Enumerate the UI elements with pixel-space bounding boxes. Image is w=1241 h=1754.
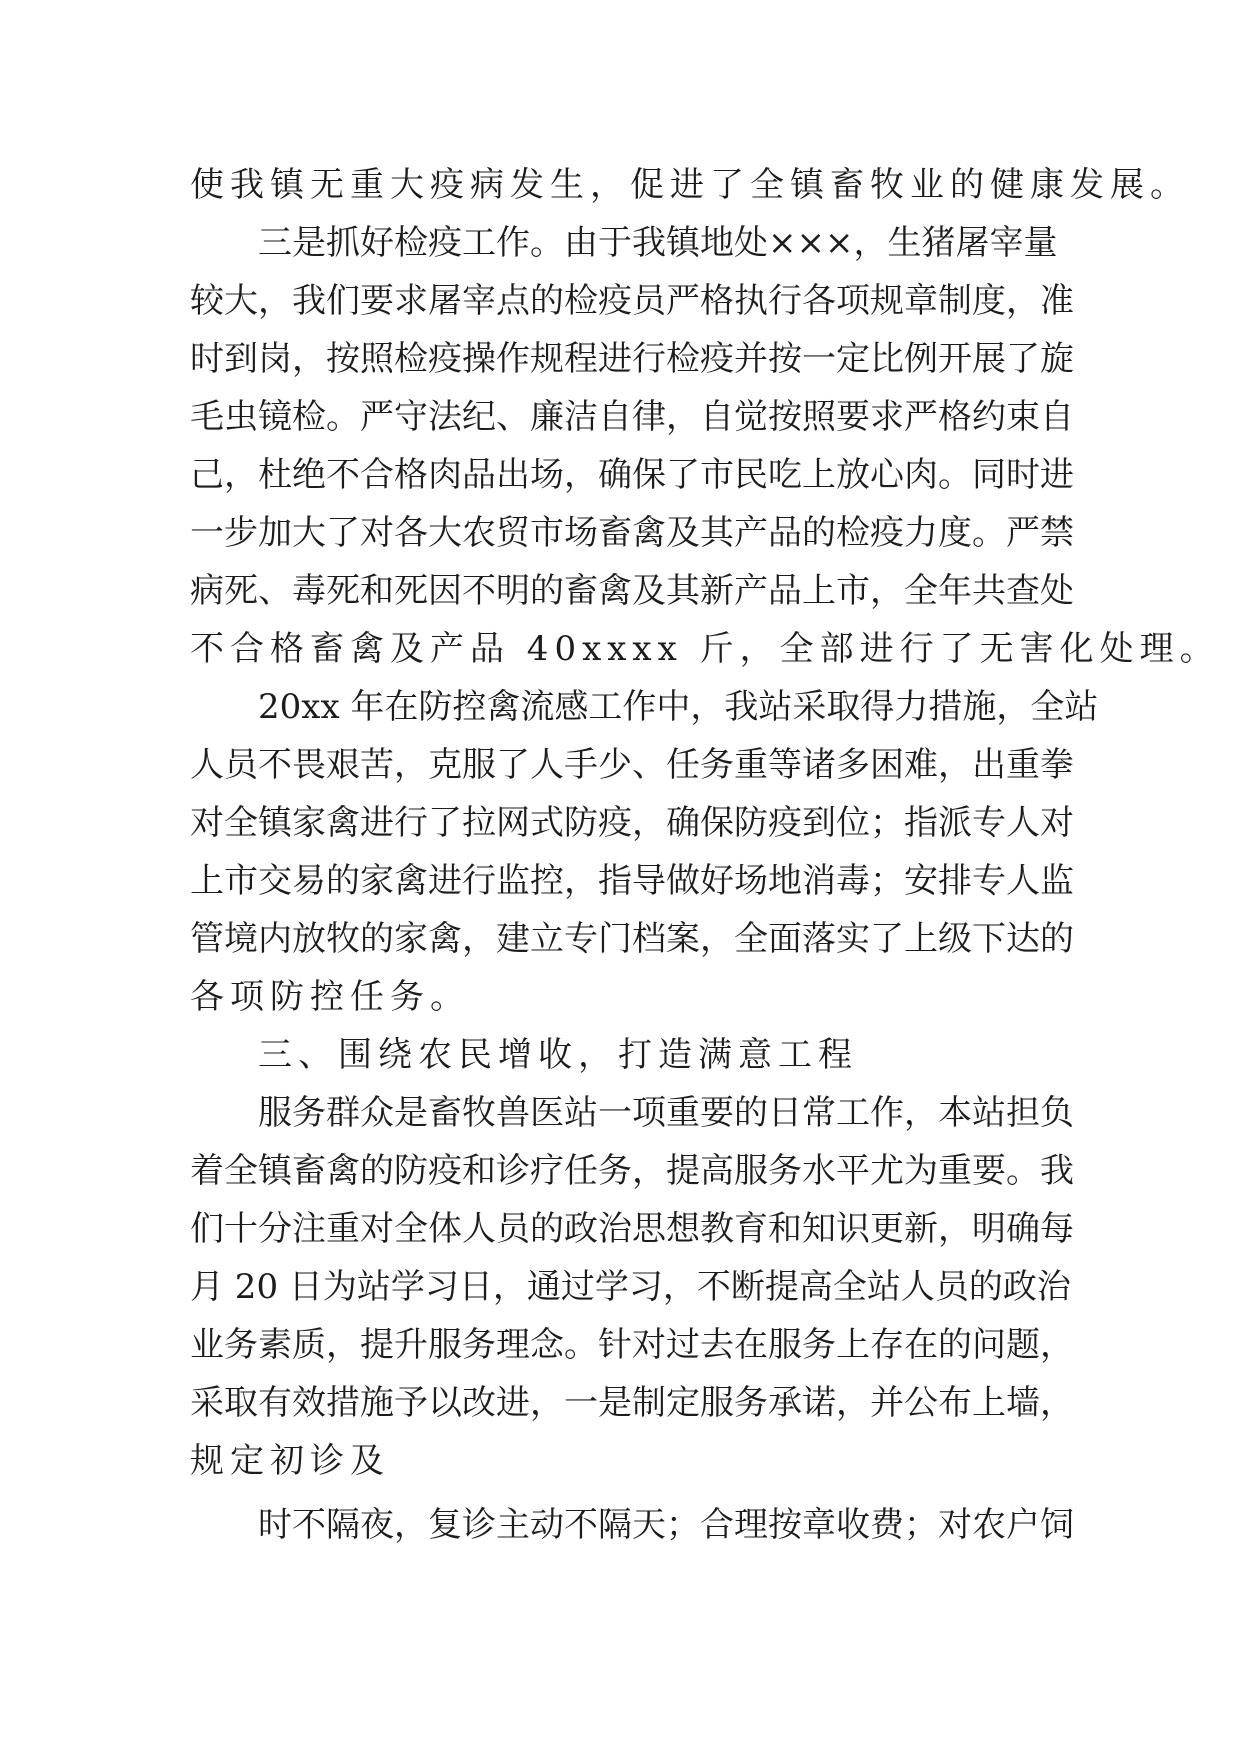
text-line: 人员不畏艰苦，克服了人手少、任务重等诸多困难，出重拳 (190, 745, 1074, 785)
text-line: 不合格畜禽及产品 40xxxx 斤，全部进行了无害化处理。 (190, 629, 1220, 669)
paragraph-start-line: 服务群众是畜牧兽医站一项重要的日常工作，本站担负 (258, 1093, 1074, 1133)
text-line: 病死、毒死和死因不明的畜禽及其新产品上市，全年共查处 (190, 571, 1074, 611)
text-line: 规定初诊及 (190, 1441, 390, 1481)
text-line: 使我镇无重大疫病发生，促进了全镇畜牧业的健康发展。 (190, 165, 1190, 205)
text-line: 毛虫镜检。严守法纪、廉洁自律，自觉按照要求严格约束自 (190, 397, 1074, 437)
text-line: 己，杜绝不合格肉品出场，确保了市民吃上放心肉。同时进 (190, 455, 1074, 495)
text-line: 时到岗，按照检疫操作规程进行检疫并按一定比例开展了旋 (190, 339, 1074, 379)
text-line: 对全镇家禽进行了拉网式防疫，确保防疫到位；指派专人对 (190, 803, 1074, 843)
text-line: 月 20 日为站学习日，通过学习，不断提高全站人员的政治 (190, 1267, 1071, 1307)
paragraph-start-line: 三是抓好检疫工作。由于我镇地处×××，生猪屠宰量 (258, 223, 1058, 263)
paragraph-start-line: 时不隔夜，复诊主动不隔天；合理按章收费；对农户饲 (258, 1505, 1074, 1545)
text-line: 各项防控任务。 (190, 977, 470, 1017)
text-line: 业务素质，提升服务理念。针对过去在服务上存在的问题， (190, 1325, 1074, 1365)
paragraph-start-line: 20xx 年在防控禽流感工作中，我站采取得力措施，全站 (258, 687, 1099, 727)
text-line: 较大，我们要求屠宰点的检疫员严格执行各项规章制度，准 (190, 281, 1074, 321)
text-line: 着全镇畜禽的防疫和诊疗任务，提高服务水平尤为重要。我 (190, 1151, 1074, 1191)
section-heading: 三、围绕农民增收，打造满意工程 (258, 1035, 858, 1075)
text-line: 一步加大了对各大农贸市场畜禽及其产品的检疫力度。严禁 (190, 513, 1074, 553)
text-line: 上市交易的家禽进行监控，指导做好场地消毒；安排专人监 (190, 861, 1074, 901)
text-line: 管境内放牧的家禽，建立专门档案，全面落实了上级下达的 (190, 919, 1074, 959)
text-line: 们十分注重对全体人员的政治思想教育和知识更新，明确每 (190, 1209, 1074, 1249)
text-line: 采取有效措施予以改进，一是制定服务承诺，并公布上墙， (190, 1383, 1074, 1423)
